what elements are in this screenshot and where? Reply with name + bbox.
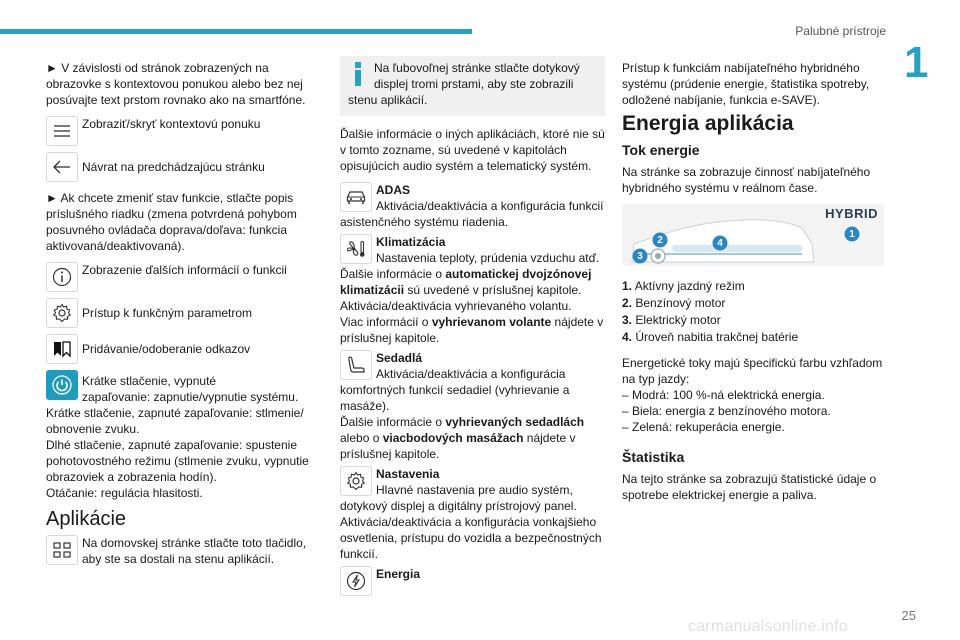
settings-line3: Aktivácia/deaktivácia a konfigurácia vonkajšieho osvetlenia, prístupu do vozidla a bezpečnostných funkcií. (340, 515, 602, 561)
seats-line3-bold2: viacbodových masážach (382, 431, 524, 445)
hybrid-label: HYBRID (825, 206, 878, 221)
power-long: Dlhé stlačenie, zapnuté zapaľovanie: spustenie pohotovostného režimu (stlmenie zvuku, vypnutie obrazoviek a zobrazenia hodín). (46, 438, 309, 484)
climate-line2-pre: Ďalšie informácie o (340, 267, 446, 281)
seats-line3-pre: Ďalšie informácie o (340, 415, 446, 429)
list-item (622, 278, 890, 294)
car-icon[interactable] (340, 182, 372, 212)
settings-row (46, 298, 326, 328)
power-description (82, 370, 298, 405)
lightning-icon[interactable] (340, 566, 372, 596)
apps-text-3: aplikácií. (227, 552, 275, 566)
energy-title: Energia (376, 567, 421, 581)
seats-line3-post: nájdete v príslušnej kapitole. (340, 431, 576, 461)
energy-entry (340, 566, 605, 598)
seats-line2: komfortných funkcií sedadiel (vyhrievanie a masáže). (340, 383, 570, 413)
bookmark-row (46, 334, 326, 364)
chapter-number: 1 (904, 38, 929, 87)
back-row (46, 152, 326, 182)
list-item-text: Úroveň nabitia trakčnej batérie (635, 330, 799, 344)
climate-line1: Nastavenia teploty, prúdenia vzduchu atď. (376, 251, 600, 265)
page-number: 25 (901, 608, 916, 623)
watermark: carmanualsonline.info (688, 618, 848, 635)
energy-color-blue: – Modrá: 100 %-ná elektrická energia. (622, 388, 825, 402)
info-note-icon (348, 60, 368, 86)
bookmark-icon[interactable] (46, 334, 78, 364)
energy-app-heading: Energia aplikácia (622, 112, 794, 135)
energy-color-white: – Biela: energia z benzínového motora. (622, 404, 831, 418)
climate-line4-post: nájdete v príslušnej kapitole. (340, 315, 604, 345)
list-item (622, 312, 890, 328)
menu-row (46, 116, 326, 146)
climate-line4-pre: Viac informácií o (340, 315, 432, 329)
list-item-text: Aktívny jazdný režim (634, 279, 745, 293)
marker-4-label: 4 (717, 238, 723, 249)
energy-flow-text: Na stránke sa zobrazuje činnosť nabíjateľného hybridného systému v reálnom čase. (622, 165, 871, 195)
section-title: Palubné prístroje (795, 24, 886, 38)
seats-entry (340, 350, 605, 462)
climate-title: Klimatizácia (376, 235, 446, 249)
apps-text-2: tlačidlo, aby ste sa dostali na stenu (82, 536, 307, 566)
back-description: Návrat na predchádzajúcu stránku (82, 160, 265, 174)
energy-color-green: – Zelená: rekuperácia energie. (622, 420, 785, 434)
seats-line1: Aktivácia/deaktivácia a konfigurácia (376, 367, 566, 381)
seats-title: Sedadlá (376, 351, 423, 365)
bookmark-description: Pridávanie/odoberanie odkazov (82, 342, 251, 356)
info-description: Zobrazenie ďalších informácií o funkcii (82, 263, 287, 277)
apps-heading: Aplikácie (46, 508, 127, 530)
paragraph-scroll: ► V závislosti od stránok zobrazených na obrazovke s kontextovou ponukou alebo bez nej posúvajte text prstom rovnako ako na smartfóne. (46, 61, 306, 107)
marker-2-label: 2 (657, 235, 663, 246)
settings-line2: dotykový displej a digitálny prístrojový panel. (340, 499, 577, 513)
menu-description: Zobraziť/skryť kontextovú ponuku (82, 117, 261, 131)
info-note-box (340, 56, 605, 116)
power-rotate: Otáčanie: regulácia hlasitosti. (46, 486, 203, 500)
energy-intro: Prístup k funkciám nabíjateľného hybridného systému (prúdenie energie, štatistika spotreby, odložené nabíjanie, funkcia e-SAVE). (622, 61, 870, 107)
settings-entry (340, 466, 605, 562)
adas-line2: funkcií asistenčného systému riadenia. (340, 199, 604, 229)
power-short-off: Krátke stlačenie, vypnuté (82, 374, 217, 388)
apps-grid-icon[interactable] (46, 535, 78, 565)
gear-icon[interactable] (46, 298, 78, 328)
settings-line1: Hlavné nastavenia pre audio systém, (376, 483, 573, 497)
list-item-number: 1. (622, 279, 633, 293)
list-item-text: Benzínový motor (635, 296, 726, 310)
list-item-number: 2. (622, 296, 633, 310)
adas-title: ADAS (376, 183, 411, 197)
seats-line3-bold1: vyhrievaných sedadlách (445, 415, 585, 429)
climate-line2-bold: automatickej dvojzónovej klimatizácii (340, 267, 592, 297)
hybrid-diagram (622, 204, 884, 266)
climate-line4-bold: vyhrievanom volante (431, 315, 552, 329)
power-row (46, 370, 326, 405)
climate-line2-post: sú uvedené v príslušnej kapitole. (404, 283, 582, 297)
climate-line3: Aktivácia/deaktivácia vyhrievaného volantu. (340, 299, 572, 313)
column-left (46, 60, 326, 567)
marker-1-label: 1 (849, 229, 855, 240)
list-item (622, 329, 890, 345)
info-note-text-3: stenu aplikácií. (348, 93, 428, 107)
apps-row (46, 535, 326, 567)
info-row (46, 262, 326, 292)
settings-description: Prístup k funkčným parametrom (82, 306, 253, 320)
paragraph-toggle: ► Ak chcete zmeniť stav funkcie, stlačte popis príslušného riadku (zmena potvrdená pohybom posuvného ovládača doprava/doľava: funkcia aktivovaná/deaktivovaná). (46, 191, 297, 253)
adas-entry (340, 182, 605, 230)
statistics-heading: Štatistika (622, 449, 685, 465)
apps-text-1: Na domovskej stránke stlačte toto (82, 536, 263, 550)
seats-line3-mid: alebo o (340, 431, 383, 445)
statistics-text: Na tejto stránke sa zobrazujú štatistické údaje o spotrebe elektrickej energie a paliva. (622, 472, 877, 502)
adas-line1: Aktivácia/deaktivácia a konfigurácia (376, 199, 566, 213)
list-item (622, 295, 890, 311)
list-item-number: 3. (622, 313, 633, 327)
settings-title: Nastavenia (376, 467, 440, 481)
diagram-legend-list (622, 278, 890, 345)
hamburger-menu-icon[interactable] (46, 116, 78, 146)
power-short-off-cont: zapaľovanie: zapnutie/vypnutie systému. (82, 390, 299, 404)
settings-gear-icon[interactable] (340, 466, 372, 496)
info-icon[interactable] (46, 262, 78, 292)
header-accent-bar (0, 29, 472, 34)
energy-colors-intro: Energetické toky majú špecifickú farbu vzhľadom na typ jazdy: (622, 356, 883, 386)
list-item-number: 4. (622, 330, 633, 344)
info-note-text-1: Na ľubovoľnej stránke stlačte dotykový (374, 61, 580, 75)
column-middle (340, 56, 605, 598)
column-right (622, 60, 890, 511)
list-item-text: Elektrický motor (635, 313, 721, 327)
seat-icon[interactable] (340, 350, 372, 380)
power-button-icon[interactable] (46, 370, 78, 400)
power-short-on: Krátke stlačenie, zapnuté zapaľovanie: stlmenie/ obnovenie zvuku. (46, 406, 304, 436)
climate-entry (340, 234, 605, 346)
fan-temperature-icon[interactable] (340, 234, 372, 264)
info-note-text-2: displej tromi prstami, aby ste zobrazili (374, 77, 574, 91)
marker-3-label: 3 (637, 251, 643, 262)
back-arrow-icon[interactable] (46, 152, 78, 182)
more-info-paragraph: Ďalšie informácie o iných aplikáciách, ktoré nie sú v tomto zozname, sú uvedené v kapitolách opisujúcich audio systém a telematický systém. (340, 127, 605, 173)
energy-flow-heading: Tok energie (622, 142, 700, 158)
